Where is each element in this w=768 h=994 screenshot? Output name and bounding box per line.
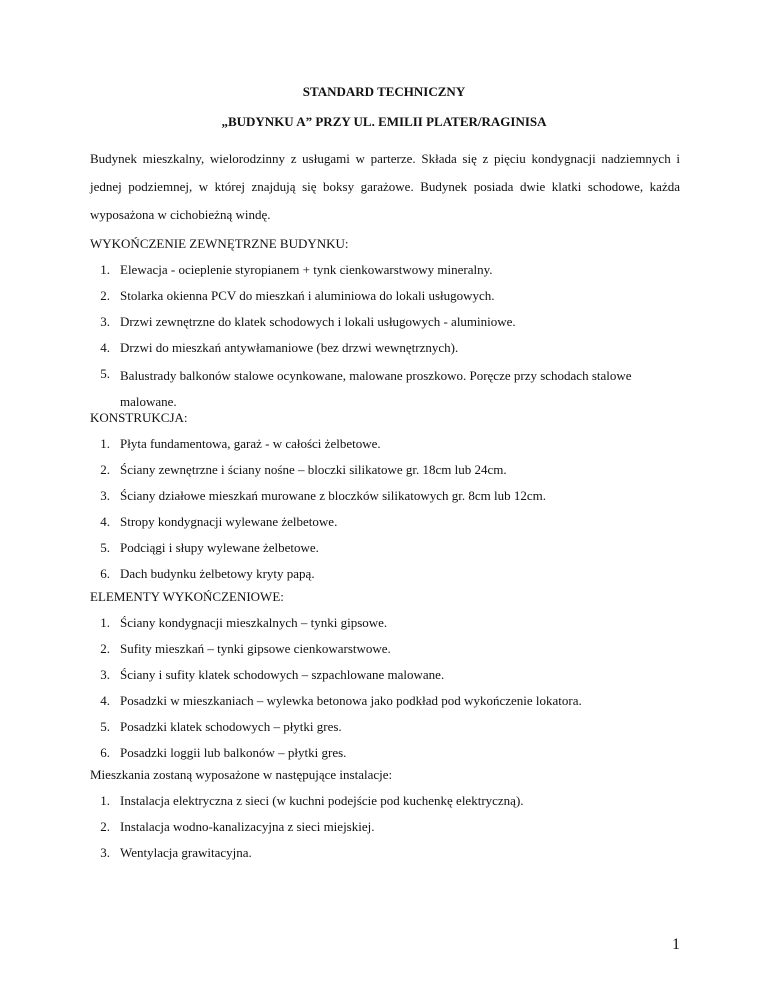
- list-number: 5.: [100, 366, 110, 381]
- list-item: [90, 716, 690, 738]
- list-item: [90, 563, 690, 585]
- section-heading: Mieszkania zostaną wyposażone w następujące instalacje:: [90, 767, 393, 782]
- list-item: [90, 742, 690, 764]
- list-item: [90, 511, 690, 533]
- list-number: 2.: [100, 819, 110, 834]
- list-item-text: Balustrady balkonów stalowe ocynkowane, malowane proszkowo. Poręcze przy schodach stalowe malowane.: [120, 368, 632, 409]
- list-item: [90, 690, 690, 712]
- list-item-text: Ściany działowe mieszkań murowane z bloczków silikatowych gr. 8cm lub 12cm.: [120, 488, 546, 503]
- list-number: 4.: [100, 340, 110, 355]
- list-number: 4.: [100, 514, 110, 529]
- list-item-text: Dach budynku żelbetowy kryty papą.: [120, 566, 315, 581]
- list-item: [90, 259, 690, 281]
- list-item: [90, 485, 690, 507]
- list-number: 3.: [100, 667, 110, 682]
- list-item: [90, 433, 690, 455]
- list-number: 2.: [100, 641, 110, 656]
- list-item-text: Posadzki klatek schodowych – płytki gres.: [120, 719, 342, 734]
- list-item: [90, 537, 690, 559]
- numbered-list: [90, 790, 690, 864]
- list-number: 1.: [100, 262, 110, 277]
- list-item: [90, 612, 690, 634]
- list-number: 3.: [100, 488, 110, 503]
- list-number: 4.: [100, 693, 110, 708]
- list-item-text: Podciągi i słupy wylewane żelbetowe.: [120, 540, 319, 555]
- list-item-text: Ściany i sufity klatek schodowych – szpachlowane malowane.: [120, 667, 445, 682]
- numbered-list: [90, 612, 690, 764]
- list-number: 1.: [100, 615, 110, 630]
- document-subtitle: „BUDYNKU A” PRZY UL. EMILII PLATER/RAGINISA: [221, 114, 547, 129]
- section-construction: [90, 407, 690, 585]
- list-number: 5.: [100, 719, 110, 734]
- list-number: 6.: [100, 745, 110, 760]
- intro-paragraph: Budynek mieszkalny, wielorodzinny z usługami w parterze. Składa się z pięciu kondygnacji nadziemnych i jednej podziemnej, w której znajdują się boksy garażowe. Budynek posiada dwie klatki schodowe, każda wyposażona w cichobieżną windę.: [90, 151, 680, 222]
- numbered-list: [90, 259, 690, 415]
- list-item-text: Drzwi zewnętrzne do klatek schodowych i lokali usługowych - aluminiowe.: [120, 314, 516, 329]
- list-item: [90, 664, 690, 686]
- list-item: [90, 816, 690, 838]
- list-item-text: Instalacja elektryczna z sieci (w kuchni podejście pod kuchenkę elektryczną).: [120, 793, 524, 808]
- list-item: [90, 842, 690, 864]
- list-number: 3.: [100, 845, 110, 860]
- list-number: 1.: [100, 793, 110, 808]
- list-item-text: Elewacja - ocieplenie styropianem + tynk cienkowarstwowy mineralny.: [120, 262, 493, 277]
- list-number: 6.: [100, 566, 110, 581]
- section-finishing-elements: [90, 586, 690, 764]
- list-item-text: Instalacja wodno-kanalizacyjna z sieci miejskiej.: [120, 819, 375, 834]
- list-item-text: Stropy kondygnacji wylewane żelbetowe.: [120, 514, 338, 529]
- section-heading: ELEMENTY WYKOŃCZENIOWE:: [90, 589, 284, 604]
- list-item-text: Sufity mieszkań – tynki gipsowe cienkowarstwowe.: [120, 641, 391, 656]
- list-item: [90, 638, 690, 660]
- list-item-text: Stolarka okienna PCV do mieszkań i aluminiowa do lokali usługowych.: [120, 288, 495, 303]
- list-item-text: Ściany zewnętrzne i ściany nośne – bloczki silikatowe gr. 18cm lub 24cm.: [120, 462, 507, 477]
- list-item: [90, 459, 690, 481]
- list-number: 2.: [100, 462, 110, 477]
- list-item: [90, 337, 690, 359]
- list-item-text: Posadzki loggii lub balkonów – płytki gres.: [120, 745, 347, 760]
- list-item-text: Płyta fundamentowa, garaż - w całości żelbetowe.: [120, 436, 381, 451]
- list-number: 1.: [100, 436, 110, 451]
- list-item: [90, 311, 690, 333]
- list-item: [90, 285, 690, 307]
- section-heading: WYKOŃCZENIE ZEWNĘTRZNE BUDYNKU:: [90, 236, 349, 251]
- section-installations: [90, 764, 690, 864]
- section-heading: KONSTRUKCJA:: [90, 410, 188, 425]
- list-item-text: Posadzki w mieszkaniach – wylewka betonowa jako podkład pod wykończenie lokatora.: [120, 693, 582, 708]
- list-number: 5.: [100, 540, 110, 555]
- numbered-list: [90, 433, 690, 585]
- list-item: [90, 790, 690, 812]
- page-number: 1: [672, 936, 680, 953]
- list-number: 2.: [100, 288, 110, 303]
- list-item-text: Drzwi do mieszkań antywłamaniowe (bez drzwi wewnętrznych).: [120, 340, 459, 355]
- section-exterior-finish: [90, 233, 690, 415]
- list-item-text: Wentylacja grawitacyjna.: [120, 845, 252, 860]
- list-item-text: Ściany kondygnacji mieszkalnych – tynki gipsowe.: [120, 615, 388, 630]
- document-title: STANDARD TECHNICZNY: [302, 84, 466, 99]
- list-number: 3.: [100, 314, 110, 329]
